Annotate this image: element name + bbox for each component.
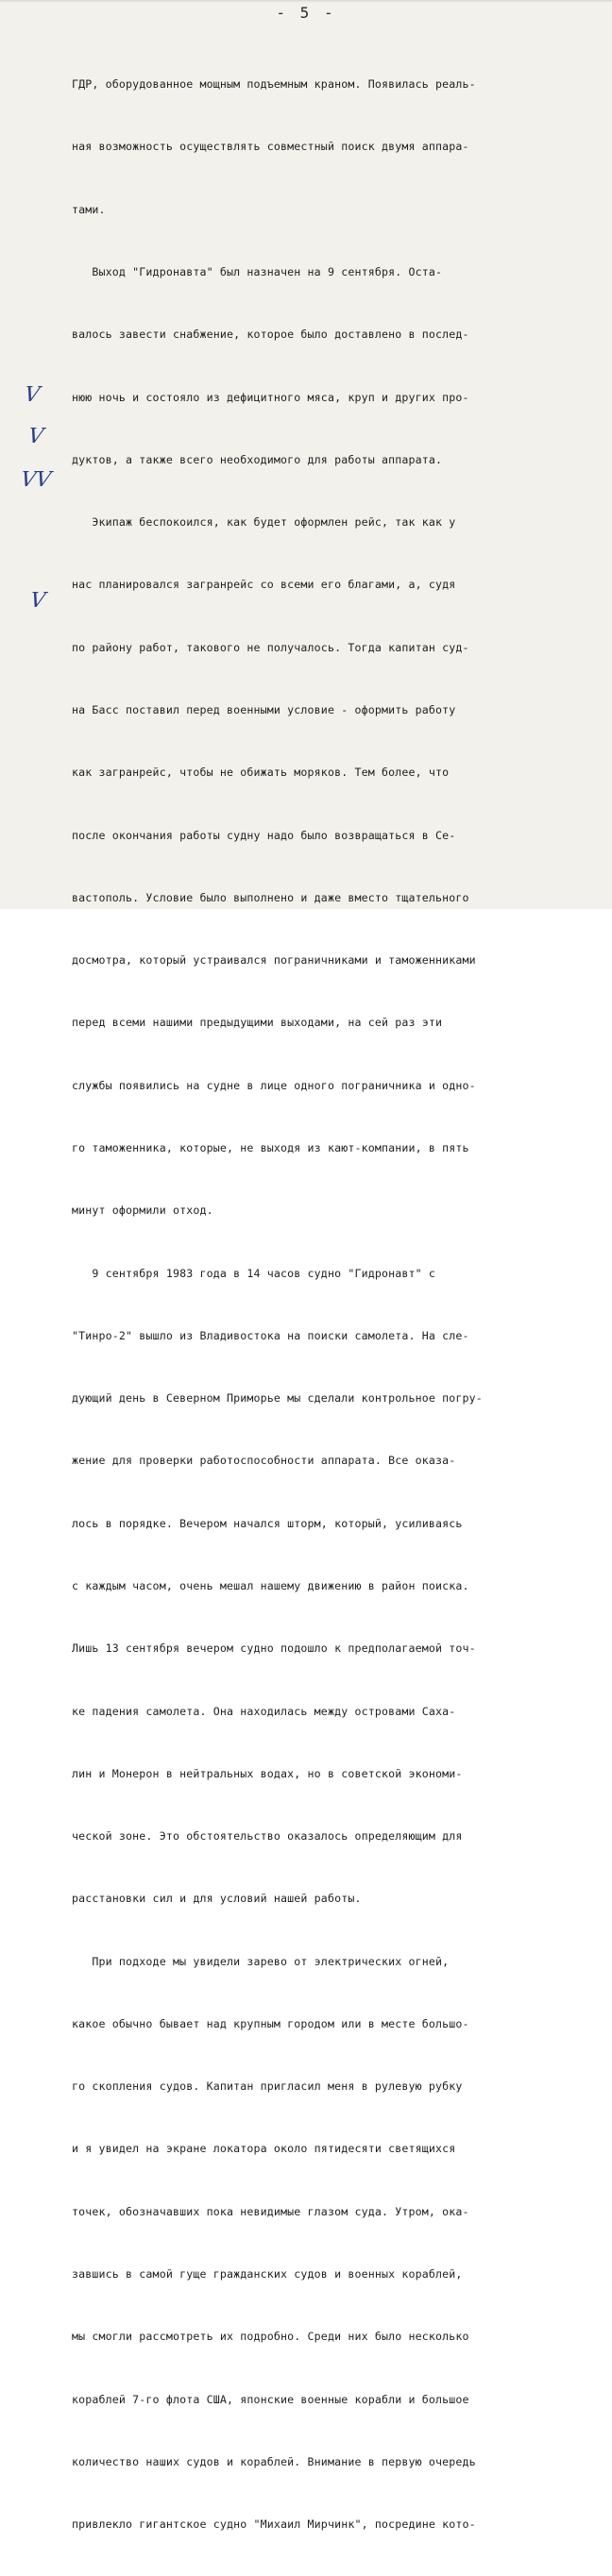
text-line: Выход "Гидронавта" был назначен на 9 сентября. Оста-: [72, 265, 443, 279]
text-line: службы появились на судне в лице одного пограничника и одно-: [72, 1078, 476, 1092]
text-line: какое обычно бывает над крупным городом или в месте большо-: [72, 2016, 469, 2030]
scan-edge-top: [0, 0, 612, 3]
text-line: завшись в самой гуще гражданских судов и военных кораблей,: [72, 2267, 463, 2281]
text-line: При подходе мы увидели зарево от электрических огней,: [72, 1954, 450, 1968]
text-line: лось в порядке. Вечером начался шторм, который, усиливаясь: [72, 1516, 463, 1530]
text-line: Лишь 13 сентября вечером судно подошло к предполагаемой точ-: [72, 1642, 476, 1656]
margin-check-mark: V: [26, 425, 45, 448]
text-line: валось завести снабжение, которое было доставлено в послед-: [72, 328, 469, 342]
text-line: го скопления судов. Капитан пригласил меня в рулевую рубку: [72, 2079, 463, 2094]
text-line: ГДР, оборудованное мощным подъемным краном. Появилась реаль-: [72, 77, 476, 92]
text-line: и я увидел на экране локатора около пятидесяти светящихся: [72, 2142, 456, 2156]
text-line: дуктов, а также всего необходимого для работы аппарата.: [72, 452, 443, 466]
text-line: лин и Монерон в нейтральных водах, но в советской экономи-: [72, 1766, 463, 1780]
text-line: тами.: [72, 202, 106, 216]
text-line: досмотра, который устраивался пограничниками и таможенниками: [72, 953, 476, 968]
text-line: ческой зоне. Это обстоятельство оказалось определяющим для: [72, 1829, 463, 1844]
text-line: привлекло гигантское судно "Михаил Мирчинк", посредине кото-: [72, 2517, 476, 2532]
text-line: после окончания работы судну надо было возвращаться в Се-: [72, 828, 456, 842]
text-line: 9 сентября 1983 года в 14 часов судно "Гидронавт" с: [72, 1266, 436, 1280]
text-line: как загранрейс, чтобы не обижать моряков. Тем более, что: [72, 766, 450, 780]
text-line: по району работ, такового не получалось. Тогда капитан суд-: [72, 640, 469, 654]
text-line: Экипаж беспокоился, как будет оформлен рейс, так как у: [72, 515, 456, 530]
text-line: дующий день в Северном Приморье мы сделали контрольное погру-: [72, 1391, 483, 1406]
text-line: перед всеми нашими предыдущими выходами, на сей раз эти: [72, 1016, 443, 1030]
text-line: ная возможность осуществлять совместный поиск двумя аппара-: [72, 140, 469, 154]
text-line: количество наших судов и кораблей. Внимание в первую очередь: [72, 2454, 476, 2468]
text-line: точек, обозначавших пока невидимые глазом суда. Утром, ока-: [72, 2204, 469, 2218]
margin-check-mark: V: [28, 589, 47, 613]
text-line: минут оформили отход.: [72, 1204, 213, 1218]
text-line: жение для проверки работоспособности аппарата. Все оказа-: [72, 1454, 456, 1468]
text-line: го таможенника, которые, не выходя из кают-компании, в пять: [72, 1140, 469, 1154]
page-number: - 5 -: [276, 4, 336, 22]
text-line: мы смогли рассмотреть их подробно. Среди них было несколько: [72, 2330, 469, 2344]
text-line: расстановки сил и для условий нашей работы.: [72, 1892, 362, 1906]
text-line: с каждым часом, очень мешал нашему движению в район поиска.: [72, 1578, 469, 1592]
text-line: нас планировался загранрейс со всеми его благами, а, судя: [72, 578, 456, 592]
margin-check-mark: V: [23, 383, 42, 407]
text-line: ке падения самолета. Она находилась между островами Саха-: [72, 1704, 456, 1718]
text-line: "Тинро-2" вышло из Владивостока на поиски самолета. На сле-: [72, 1328, 469, 1342]
text-line: вастополь. Условие было выполнено и даже вместо тщательного: [72, 890, 469, 904]
text-line: кораблей 7-го флота США, японские военные корабли и большое: [72, 2392, 469, 2406]
margin-double-check-mark: VV: [19, 468, 53, 492]
text-line: на Басс поставил перед военными условие - оформить работу: [72, 703, 456, 716]
text-line: нюю ночь и состояло из дефицитного мяса, круп и других про-: [72, 390, 469, 404]
typed-text: [72, 32, 597, 2576]
